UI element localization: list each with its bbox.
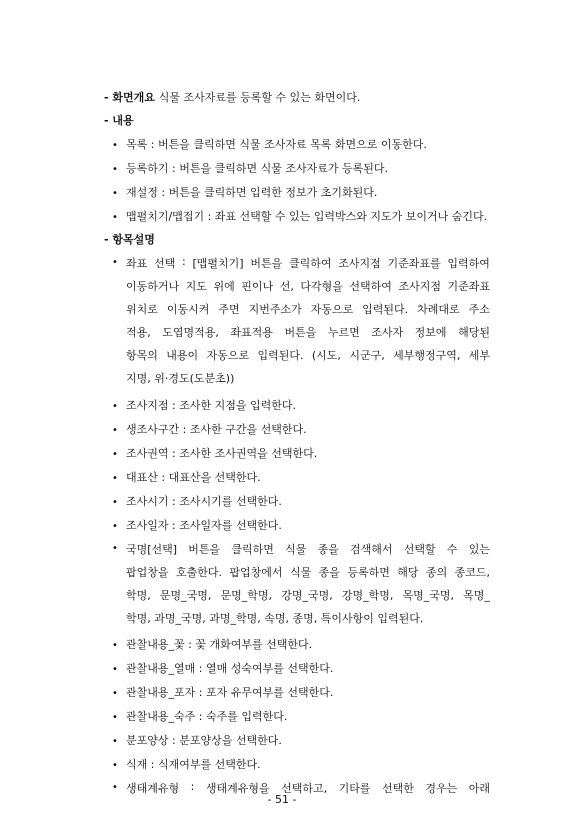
word: 도엽명적용, (162, 326, 219, 339)
page-number: - 51 - (267, 793, 297, 806)
word: 아래 (468, 782, 490, 795)
word: 선택할 (403, 543, 436, 556)
word: 등록하면 (347, 566, 390, 579)
species-line (126, 541, 490, 557)
coord-line (126, 347, 490, 363)
content-item-text: 맵펼치기/맵접기 : 좌표 선택할 수 있는 입력박스와 지도가 보이거나 숨긴다. (126, 210, 488, 223)
field-item: • 분포양상 : 분포양상을 선택한다. (112, 734, 282, 747)
content-item-text: 목록 : 버튼을 클릭하면 식물 조사자료 목록 화면으로 이동한다. (126, 138, 427, 151)
species-line-last: 학명, 과명_국명, 과명_학명, 속명, 종명, 특이사항이 입력된다. (126, 612, 424, 625)
word: 문명_국명, (159, 589, 212, 602)
word: 선, (279, 280, 294, 293)
overview-label: - 화면개요 (104, 91, 155, 104)
word: 목명_국명, (402, 589, 455, 602)
word: 핀이나 (241, 280, 274, 293)
word: 조사지점 (398, 280, 441, 293)
word: 해당 (397, 566, 419, 579)
field-item-text: 식재 : 식재여부를 선택한다. (126, 758, 261, 771)
word: 누르면 (327, 326, 360, 339)
field-item-text: 조사일자 : 조사일자를 선택한다. (126, 519, 282, 532)
word: 자동으로 (310, 303, 354, 316)
word: 위치로 (126, 303, 158, 316)
overview-row (104, 89, 360, 105)
word: 국명[선택] (126, 543, 178, 556)
word: : (190, 780, 195, 793)
species-line (126, 564, 490, 580)
word: 선택한 (381, 782, 414, 795)
field-item: • 관찰내용_열매 : 열매 성숙여부를 선택한다. (112, 662, 334, 675)
content-item-text: 재설정 : 버튼을 클릭하면 입력한 정보가 초기화된다. (126, 186, 378, 199)
word: 이동시켜 (166, 303, 210, 316)
word: : (182, 255, 186, 268)
coord-line (126, 301, 490, 317)
word: 이동하거나 (126, 280, 180, 293)
species-line (126, 587, 490, 603)
word: 항목의 (126, 349, 158, 362)
eco-bullet: • (112, 782, 118, 793)
field-item-text: 조사권역 : 조사한 조사권역을 선택한다. (126, 447, 318, 460)
coord-bullet: • (112, 257, 118, 268)
field-item-text: 관찰내용_포자 : 포자 유무여부를 선택한다. (126, 686, 334, 699)
field-item: • 관찰내용_꽃 : 꽃 개화여부를 선택한다. (112, 638, 313, 651)
content-item: • 등록하기 : 버튼을 클릭하면 식물 조사자료가 등록된다. (112, 162, 388, 175)
field-item-text: 조사지점 : 조사한 지점을 입력한다. (126, 399, 296, 412)
word: 지도 (185, 280, 207, 293)
word: 자동으로 (206, 349, 250, 362)
field-item: • 조사시기 : 조사시기를 선택한다. (112, 495, 282, 508)
content-item-text: 등록하기 : 버튼을 클릭하면 식물 조사자료가 등록된다. (126, 162, 388, 175)
field-item-text: 대표산 : 대표산을 선택한다. (126, 471, 261, 484)
word: 종코드, (454, 566, 490, 579)
word: 기준좌표를 (387, 257, 441, 270)
coord-line (126, 324, 490, 340)
word: 클릭하면 (231, 543, 274, 556)
coord-line-last: 지명, 위·경도(도분초)) (126, 372, 235, 385)
field-item-text: 조사시기 : 조사시기를 선택한다. (126, 495, 282, 508)
word: 강명_국명, (281, 589, 333, 602)
field-item-text: 분포양상 : 분포양상을 선택한다. (126, 734, 282, 747)
word: 강명_학명, (341, 589, 394, 602)
word: 팝업창을 (126, 566, 169, 579)
word: 다각형을 (300, 280, 343, 293)
word: 목명_ (463, 589, 490, 602)
word: 주면 (218, 303, 240, 316)
field-item: • 관찰내용_숙주 : 숙주를 입력한다. (112, 710, 288, 723)
word: 좌표 (126, 257, 148, 270)
word: 버튼을 (188, 543, 221, 556)
word: [맵펼치기] (192, 257, 244, 270)
word: 버튼을 (250, 257, 283, 270)
word: 클릭하여 (288, 257, 332, 270)
field-item-text: 생조사구간 : 조사한 구간을 선택한다. (126, 423, 307, 436)
word: 기타를 (338, 782, 371, 795)
word: 주소 (468, 303, 490, 316)
word: 입력하여 (447, 257, 490, 270)
word: 선택 (154, 257, 176, 270)
word: 세부행정구역, (393, 349, 461, 362)
content-item: • 맵펼치기/맵접기 : 좌표 선택할 수 있는 입력박스와 지도가 보이거나 숨긴다. (112, 210, 488, 223)
field-item: • 조사지점 : 조사한 지점을 입력한다. (112, 399, 296, 412)
word: 기준좌표 (447, 280, 490, 293)
word: 내용이 (166, 349, 199, 362)
word: 위에 (213, 280, 235, 293)
word: 지번주소가 (248, 303, 302, 316)
field-item: • 생조사구간 : 조사한 구간을 선택한다. (112, 423, 307, 436)
word: 입력된다. (362, 303, 409, 316)
word: 검색해서 (350, 543, 393, 556)
word: 종을 (317, 543, 339, 556)
word: 있는 (468, 543, 490, 556)
word: 조사지점 (338, 257, 381, 270)
word: 선택하여 (349, 280, 392, 293)
word: 경우는 (425, 782, 458, 795)
word: 학명, (126, 589, 151, 602)
content-item: • 목록 : 버튼을 클릭하면 식물 조사자료 목록 화면으로 이동한다. (112, 138, 427, 151)
word: 생태계유형 (126, 782, 180, 795)
word: 수 (446, 543, 458, 556)
word: 세부 (468, 349, 490, 362)
word: 선택하고, (281, 782, 328, 795)
field-item-text: 관찰내용_숙주 : 숙주를 입력한다. (126, 710, 288, 723)
field-item-text: 관찰내용_꽃 : 꽃 개화여부를 선택한다. (126, 638, 313, 651)
word: 적용, (126, 326, 151, 339)
word: 조사자 (371, 326, 404, 339)
word: 식물 (285, 543, 307, 556)
word: 문명_학명, (220, 589, 273, 602)
field-item: • 조사일자 : 조사일자를 선택한다. (112, 519, 282, 532)
field-item: • 대표산 : 대표산을 선택한다. (112, 471, 261, 484)
field-item: • 관찰내용_포자 : 포자 유무여부를 선택한다. (112, 686, 334, 699)
word: 버튼을 (284, 326, 317, 339)
content-item: • 재설정 : 버튼을 클릭하면 입력한 정보가 초기화된다. (112, 186, 378, 199)
species-bullet: • (112, 543, 118, 554)
word: 시군구, (349, 349, 385, 362)
field-item-text: 관찰내용_열매 : 열매 성숙여부를 선택한다. (126, 662, 334, 675)
fields-heading: - 항목설명 (104, 233, 155, 246)
content-heading: - 내용 (104, 114, 134, 127)
field-item: • 조사권역 : 조사한 조사권역을 선택한다. (112, 447, 318, 460)
word: 정보에 (414, 326, 447, 339)
field-item: • 식재 : 식재여부를 선택한다. (112, 758, 261, 771)
word: 해당된 (458, 326, 490, 339)
word: 입력된다. (257, 349, 304, 362)
coord-line (126, 255, 490, 271)
overview-text: 식물 조사자료를 등록할 수 있는 화면이다. (158, 91, 361, 104)
word: 생태계유형을 (205, 782, 270, 795)
word: 종의 (425, 566, 448, 579)
coord-line (126, 278, 490, 294)
word: 좌표적용 (230, 326, 273, 339)
word: 호출한다. (175, 566, 222, 579)
word: 차례대로 (417, 303, 460, 316)
word: (시도, (311, 349, 341, 362)
word: 팝업창에서 (229, 566, 283, 579)
word: 식물 (289, 566, 312, 579)
word: 종을 (318, 566, 340, 579)
